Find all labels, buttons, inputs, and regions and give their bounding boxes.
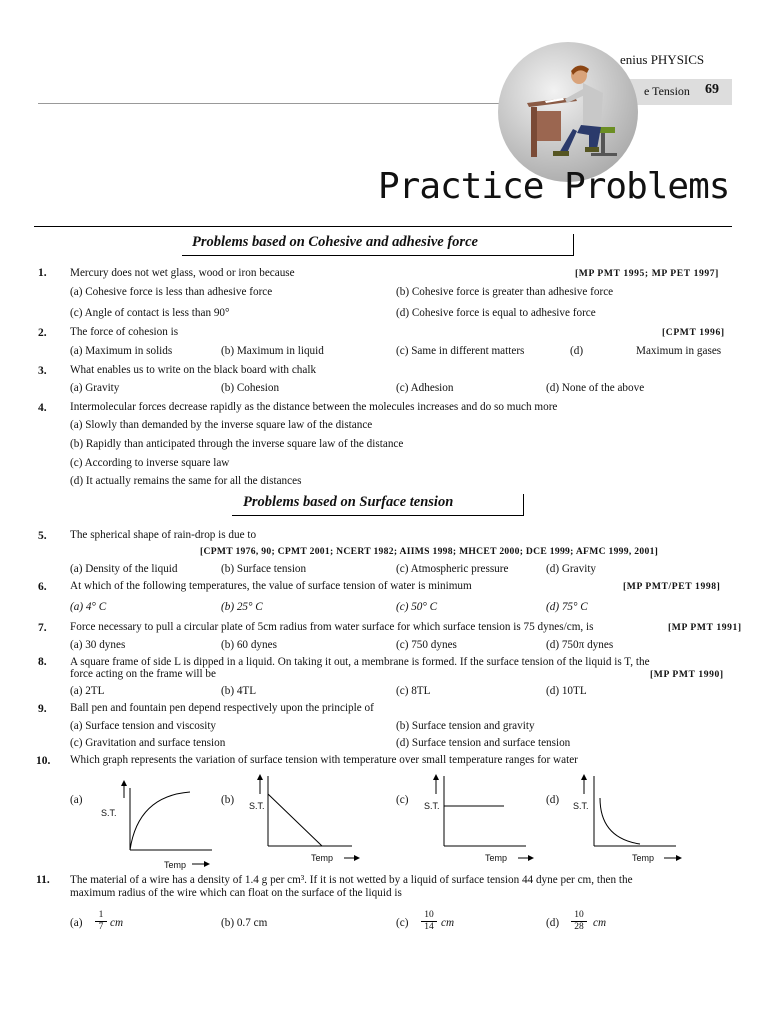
question-text: Which graph represents the variation of surface tension with temperature over small temperature ranges for water xyxy=(70,754,578,766)
option-d: (d) Surface tension and surface tension xyxy=(396,737,571,749)
graph-d xyxy=(576,772,691,868)
option-a: (a) Maximum in solids xyxy=(70,345,173,357)
option-b: (b) 0.7 cm xyxy=(221,917,268,929)
option-b: (b) Cohesive force is greater than adhesive force xyxy=(396,286,614,298)
option-c: (c) xyxy=(396,794,409,806)
section-heading-underline xyxy=(232,515,524,516)
graph-y-label: S.T. xyxy=(249,801,265,811)
option-c: (c) Angle of contact is less than 90° xyxy=(70,307,230,319)
fraction-numerator: 10 xyxy=(421,910,437,922)
question-text: Intermolecular forces decrease rapidly as the distance between the molecules increases and do so much more xyxy=(70,401,558,413)
option-a: (a) xyxy=(70,917,83,929)
option-unit: cm xyxy=(593,917,607,929)
question-text: What enables us to write on the black board with chalk xyxy=(70,364,317,376)
exam-reference: [MP PMT 1991] xyxy=(668,622,742,633)
question-text: Force necessary to pull a circular plate of 5cm radius from water surface for which surface tension is 75 dynes/cm, is xyxy=(70,621,594,633)
option-c: (c) Same in different matters xyxy=(396,345,525,357)
option-a: (a) 4° C xyxy=(70,601,107,613)
option-d: (d) None of the above xyxy=(546,382,645,394)
question-text: Mercury does not wet glass, wood or iron because xyxy=(70,267,295,279)
question-number: 7. xyxy=(38,622,47,634)
option-c: (c) 750 dynes xyxy=(396,639,457,651)
exam-reference: [CPMT 1996] xyxy=(662,327,725,338)
option-d: (d) xyxy=(546,917,560,929)
question-text-cont: maximum radius of the wire which can float on the surface of the liquid is xyxy=(70,887,402,899)
option-a: (a) Gravity xyxy=(70,382,120,394)
graph-a xyxy=(108,778,216,874)
option-c: (c) Gravitation and surface tension xyxy=(70,737,226,749)
question-number: 4. xyxy=(38,402,47,414)
option-b: (b) xyxy=(221,794,235,806)
fraction-c xyxy=(421,910,437,933)
option-a: (a) Slowly than demanded by the inverse square law of the distance xyxy=(70,419,373,431)
section-heading-surface: Problems based on Surface tension xyxy=(243,494,454,510)
option-a: (a) Surface tension and viscosity xyxy=(70,720,217,732)
option-a: (a) xyxy=(70,794,83,806)
option-unit: cm xyxy=(110,917,124,929)
page-title: Practice Problems xyxy=(378,166,730,207)
option-b: (b) Surface tension xyxy=(221,563,307,575)
option-c: (c) xyxy=(396,917,409,929)
option-c: (c) According to inverse square law xyxy=(70,457,230,469)
fraction-denominator: 7 xyxy=(98,922,104,932)
option-d: (d) Gravity xyxy=(546,563,597,575)
question-number: 6. xyxy=(38,581,47,593)
question-text: Ball pen and fountain pen depend respectively upon the principle of xyxy=(70,702,374,714)
section-heading-cohesive: Problems based on Cohesive and adhesive force xyxy=(192,234,478,250)
exam-reference: [MP PMT 1990] xyxy=(650,669,724,680)
option-b: (b) 4TL xyxy=(221,685,257,697)
question-number: 11. xyxy=(36,874,50,886)
graph-y-label: S.T. xyxy=(424,801,440,811)
section-heading-underline xyxy=(182,255,574,256)
option-b: (b) Maximum in liquid xyxy=(221,345,324,357)
header-brand: enius PHYSICS xyxy=(620,52,705,67)
section-heading-tick xyxy=(523,494,524,516)
option-d: (d) It actually remains the same for all the distances xyxy=(70,475,302,487)
option-d: (d) 750π dynes xyxy=(546,639,614,651)
question-text: A square frame of side L is dipped in a liquid. On taking it out, a membrane is formed. If the surface tension of the liquid is T, the xyxy=(70,656,650,668)
chapter-label: e Tension xyxy=(644,84,690,98)
question-text: The force of cohesion is xyxy=(70,326,179,338)
question-text: At which of the following temperatures, the value of surface tension of water is minimum xyxy=(70,580,472,592)
option-c: (c) 50° C xyxy=(396,601,438,613)
option-b: (b) 60 dynes xyxy=(221,639,277,651)
graph-y-label: S.T. xyxy=(573,801,589,811)
option-a: (a) Cohesive force is less than adhesive force xyxy=(70,286,273,298)
option-d: (d) Cohesive force is equal to adhesive force xyxy=(396,307,596,319)
option-d: (d) xyxy=(546,794,560,806)
fraction-denominator: 28 xyxy=(574,922,584,932)
student-illustration xyxy=(497,41,639,183)
question-number: 5. xyxy=(38,530,47,542)
option-c: (c) Adhesion xyxy=(396,382,454,394)
question-number: 8. xyxy=(38,656,47,668)
question-number: 1. xyxy=(38,267,47,279)
option-b: (b) Rapidly than anticipated through the inverse square law of the distance xyxy=(70,438,404,450)
graph-x-label: Temp xyxy=(632,853,655,863)
graph-b xyxy=(250,772,365,868)
page-number: 69 xyxy=(705,82,719,97)
question-text: The spherical shape of rain-drop is due to xyxy=(70,529,257,541)
option-d: (d) 10TL xyxy=(546,685,587,697)
graph-x-label: Temp xyxy=(485,853,508,863)
question-text: The material of a wire has a density of 1.4 g per cm³. If it is not wetted by a liquid of surface tension 44 dyne per cm, then the xyxy=(70,874,633,886)
fraction-numerator: 1 xyxy=(95,910,107,922)
section-heading-tick xyxy=(573,234,574,256)
option-b: (b) 25° C xyxy=(221,601,263,613)
option-c: (c) Atmospheric pressure xyxy=(396,563,509,575)
option-d: (d) 75° C xyxy=(546,601,588,613)
graph-x-label: Temp xyxy=(311,853,334,863)
question-number: 9. xyxy=(38,703,47,715)
fraction-denominator: 14 xyxy=(424,922,434,932)
header-divider xyxy=(38,103,558,104)
exam-reference: [MP PMT 1995; MP PET 1997] xyxy=(575,268,719,279)
question-number: 2. xyxy=(38,327,47,339)
option-c: (c) 8TL xyxy=(396,685,431,697)
option-a: (a) Density of the liquid xyxy=(70,563,178,575)
fraction-d xyxy=(571,910,587,933)
fraction-a xyxy=(95,910,107,933)
option-unit: cm xyxy=(441,917,455,929)
graph-x-label: Temp xyxy=(164,860,187,870)
option-d-text: Maximum in gases xyxy=(636,345,722,357)
question-text-cont: force acting on the frame will be xyxy=(70,668,216,680)
option-a: (a) 2TL xyxy=(70,685,105,697)
graph-c xyxy=(426,772,541,868)
option-b: (b) Surface tension and gravity xyxy=(396,720,535,732)
title-rule xyxy=(34,226,732,227)
fraction-numerator: 10 xyxy=(571,910,587,922)
option-d: (d) xyxy=(570,345,584,357)
exam-reference: [MP PMT/PET 1998] xyxy=(623,581,721,592)
option-a: (a) 30 dynes xyxy=(70,639,126,651)
question-number: 3. xyxy=(38,365,47,377)
option-b: (b) Cohesion xyxy=(221,382,280,394)
graph-y-label: S.T. xyxy=(101,808,117,818)
exam-reference: [CPMT 1976, 90; CPMT 2001; NCERT 1982; AIIMS 1998; MHCET 2000; DCE 1999; AFMC 1999, 2001] xyxy=(200,546,659,557)
question-number: 10. xyxy=(36,755,51,767)
